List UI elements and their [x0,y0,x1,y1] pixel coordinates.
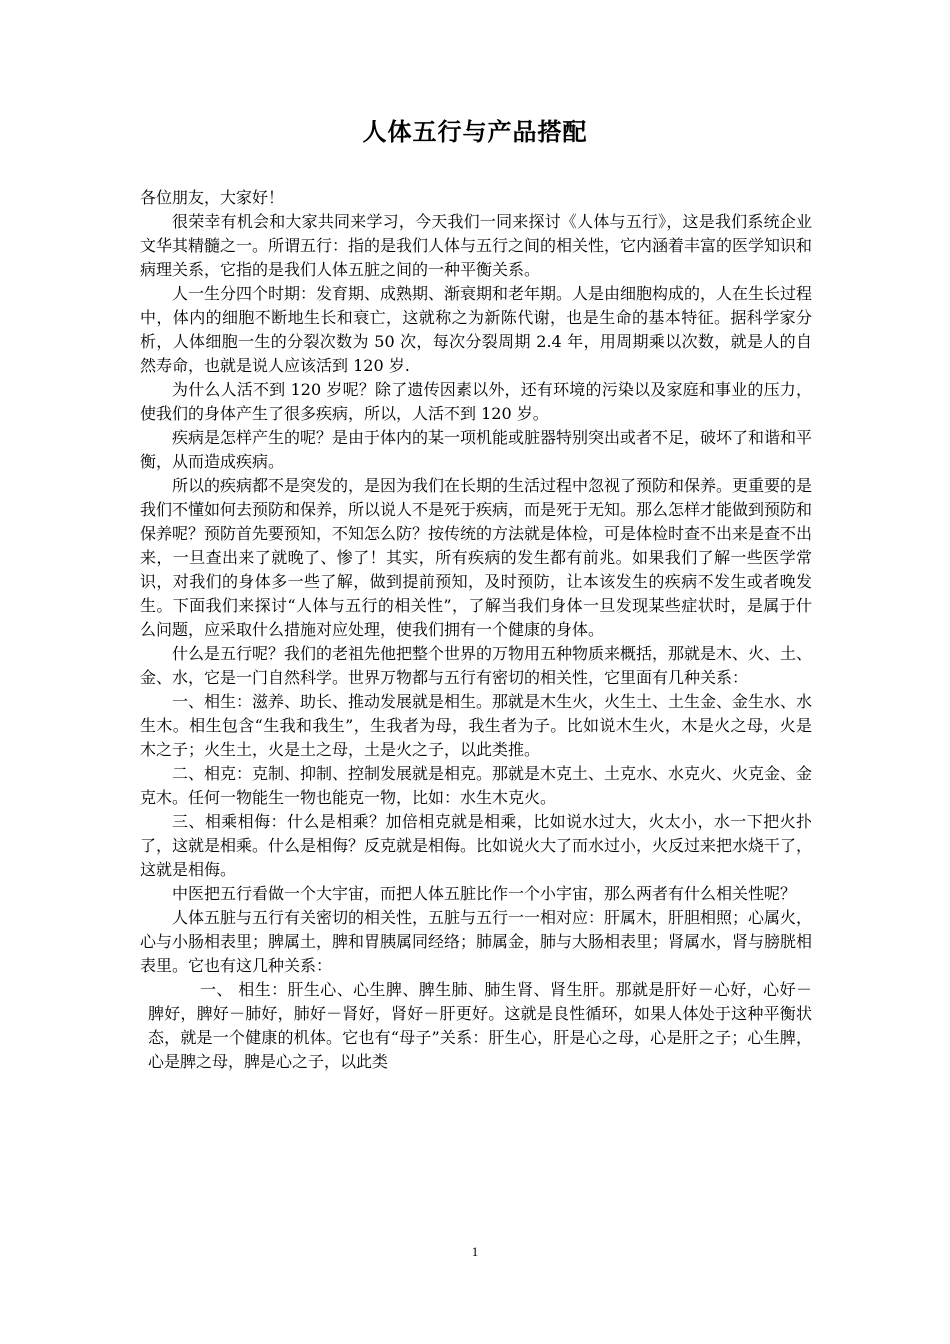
paragraph-five-elements: 什么是五行呢？我们的老祖先他把整个世界的万物用五种物质来概括，那就是木、火、土、金、水，它是一门自然科学。世界万物都与五行有密切的相关性，它里面有几种关系： [140,644,813,687]
document-body [140,186,812,1074]
paragraph-disease-cause: 疾病是怎样产生的呢？是由于体内的某一项机能或脏器特别突出或者不足，破坏了和谐和平衡，从而造成疾病。 [140,428,813,471]
paragraph-restriction: 二、相克：克制、抑制、控制发展就是相克。那就是木克土、土克水、水克火、火克金、金克木。任何一物能生一物也能克一物，比如：水生木克火。 [140,764,813,807]
paragraph-organ-generation: 一、 相生：肝生心、心生脾、脾生肺、肺生肾、肾生肝。那就是肝好－心好，心好－脾好，脾好－肺好，肺好－肾好，肾好－肝更好。这就是良性循环，如果人体处于这种平衡状态，就是一个健康的机体。它也有“母子”关系：肝生心，肝是心之母，心是肝之子；心生脾，心是脾之母，脾是心之子，以此类 [148,980,812,1071]
paragraph-overacting: 三、相乘相侮：什么是相乘？加倍相克就是相乘，比如说水过大，火太小，水一下把火扑了，这就是相乘。什么是相侮？反克就是相侮。比如说火大了而水过小，火反过来把水烧干了，这就是相侮。 [140,812,813,879]
paragraph-intro: 很荣幸有机会和大家共同来学习，今天我们一同来探讨《人体与五行》，这是我们系统企业文华其精髓之一。所谓五行：指的是我们人体与五行之间的相关性，它内涵着丰富的医学知识和病理关系，它指的是我们人体五脏之间的一种平衡关系。 [140,212,813,279]
paragraph-generation: 一、相生：滋养、助长、推动发展就是相生。那就是木生火，火生土、土生金、金生水、水生木。相生包含“生我和我生”，生我者为母，我生者为子。比如说木生火，木是火之母，火是木之子；火生土，火是土之母，土是火之子，以此类推。 [140,692,813,759]
paragraph-organs: 人体五脏与五行有关密切的相关性，五脏与五行一一相对应：肝属木，肝胆相照；心属火，心与小肠相表里；脾属土，脾和胃胰属同经络；肺属金，肺与大肠相表里；肾属水，肾与膀胱相表里。它也有这几种关系： [140,908,813,975]
paragraph-prevention: 所以的疾病都不是突发的，是因为我们在长期的生活过程中忽视了预防和保养。更重要的是我们不懂如何去预防和保养，所以说人不是死于疾病，而是死于无知。那么怎样才能做到预防和保养呢？预防首先要预知，不知怎么防？按传统的方法就是体检，可是体检时查不出来是查不出来，一旦查出来了就晚了、惨了！其实，所有疾病的发生都有前兆。如果我们了解一些医学常识，对我们的身体多一些了解，做到提前预知，及时预防，让本该发生的疾病不发生或者晚发生。下面我们来探讨“人体与五行的相关性”，了解当我们身体一旦发现某些症状时，是属于什么问题，应采取什么措施对应处理，使我们拥有一个健康的身体。 [140,476,813,639]
paragraph-life-stages: 人一生分四个时期：发育期、成熟期、渐衰期和老年期。人是由细胞构成的，人在生长过程中，体内的细胞不断地生长和衰亡，这就称之为新陈代谢，也是生命的基本特征。据科学家分析，人体细胞一生的分裂次数为 50 次，每次分裂周期 2.4 年，用周期乘以次数，就是人的自然寿命，也就是说人应该活到 120 岁. [140,284,813,375]
page-number: 1 [471,1244,479,1259]
salutation: 各位朋友，大家好！ [140,188,285,207]
document-title: 人体五行与产品搭配 [362,118,588,146]
paragraph-universe: 中医把五行看做一个大宇宙，而把人体五脏比作一个小宇宙，那么两者有什么相关性呢？ [172,884,797,903]
paragraph-lifespan: 为什么人活不到 120 岁呢？除了遗传因素以外，还有环境的污染以及家庭和事业的压力，使我们的身体产生了很多疾病，所以，人活不到 120 岁。 [140,380,812,423]
